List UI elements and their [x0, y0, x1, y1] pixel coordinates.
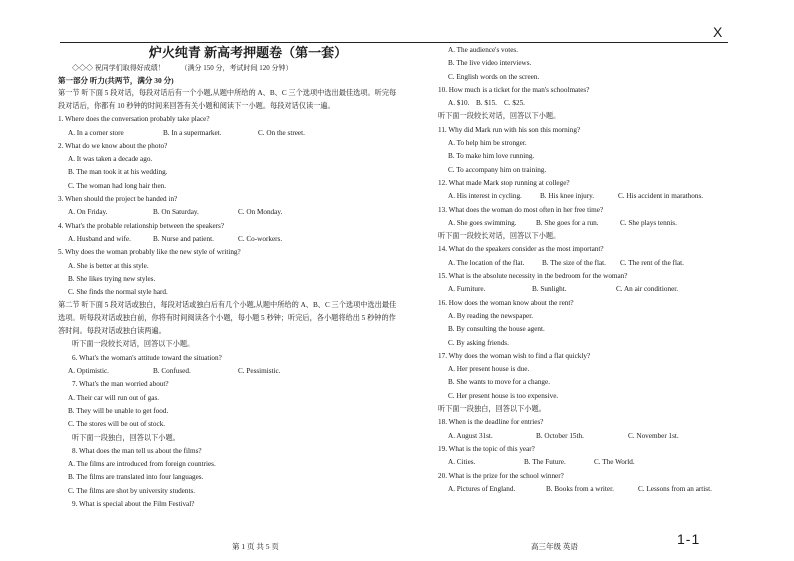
question-3	[58, 193, 398, 220]
question-17	[438, 350, 738, 403]
option-c: C. His accident in marathons.	[618, 192, 704, 201]
options-row	[438, 283, 738, 296]
question-16	[438, 297, 738, 350]
options-row	[438, 430, 738, 443]
options-row	[438, 217, 738, 230]
option-a: A. By reading the newspaper.	[448, 311, 534, 320]
option-c: C. $25.	[504, 99, 525, 108]
options-row	[438, 190, 738, 203]
question-text: 4. What's the probable relationship between the speakers?	[58, 221, 225, 230]
question-9-options	[438, 44, 738, 84]
question-text: 11. Why did Mark run with his son this morning?	[438, 125, 581, 134]
question-text: 20. What is the prize for the school winner?	[438, 471, 564, 480]
top-rule	[60, 42, 728, 43]
question-11	[438, 124, 738, 177]
option-c: C. To accompany him on training.	[448, 165, 547, 174]
listening-note: 听下面一段较长对话，回答以下小题。	[72, 340, 195, 349]
option-a: A. Pictures of England.	[448, 484, 516, 493]
option-c: C. Lessons from an artist.	[638, 484, 712, 493]
option-c: C. The World.	[594, 458, 635, 467]
option-b: B. $15.	[476, 99, 497, 108]
option-a: A. To help him be stronger.	[448, 139, 527, 148]
question-2	[58, 140, 398, 193]
option-b: B. She goes for a run.	[536, 218, 599, 227]
option-b: B. The live video interviews.	[448, 59, 532, 68]
options-row	[58, 233, 398, 246]
listening-note: 听下面一段较长对话，回答以下小题。	[438, 112, 561, 121]
option-b: B. Nurse and patient.	[153, 234, 214, 243]
exam-title: 炉火纯青 新高考押题卷（第一套）	[148, 45, 348, 60]
subtitle-wish: ◇◇◇ 祝同学们取得好成绩！	[72, 64, 165, 72]
question-4	[58, 220, 398, 247]
question-text: 2. What do we know about the photo?	[58, 141, 168, 150]
question-12	[438, 177, 738, 204]
option-a: A. Her present house is due.	[448, 365, 530, 374]
option-c: C. On Monday.	[238, 208, 283, 217]
listening-note: 听下面一段独白，回答以下小题。	[438, 405, 546, 414]
question-text: 10. How much is a ticket for the man's schoolmates?	[438, 85, 590, 94]
question-9	[58, 498, 398, 511]
option-c: C. The stores will be out of stock.	[68, 420, 166, 429]
section1-title: 第一部分 听力(共两节，满分 30 分)	[58, 76, 174, 85]
right-column	[438, 44, 738, 496]
option-a: A. She is better at this style.	[68, 261, 149, 270]
question-text: 6. What's the woman's attitude toward the situation?	[72, 353, 222, 362]
option-b: B. Confused.	[153, 367, 191, 376]
option-b: B. She likes trying new styles.	[68, 274, 156, 283]
subtitle-info: （满分 150 分，考试时间 120 分钟）	[180, 64, 293, 72]
question-text: 5. Why does the woman probably like the new style of writing?	[58, 248, 241, 257]
question-18	[438, 416, 738, 443]
option-a: A. The audience's votes.	[448, 46, 519, 54]
question-text: 12. What made Mark stop running at college?	[438, 178, 570, 187]
option-a: A. Their car will run out of gas.	[68, 393, 160, 402]
option-b: B. They will be unable to get food.	[68, 406, 169, 415]
options-row	[438, 456, 738, 469]
option-b: B. The Future.	[524, 458, 566, 467]
option-a: A. August 31st.	[448, 431, 493, 440]
question-text: 7. What's the man worried about?	[72, 380, 169, 389]
question-19	[438, 443, 738, 470]
listening-note: 听下面一段较长对话，回答以下小题。	[438, 232, 561, 241]
option-b: B. October 15th.	[536, 431, 584, 440]
left-column	[58, 44, 398, 511]
option-b: B. On Saturday.	[153, 208, 199, 217]
option-b: B. Books from a writer.	[546, 484, 614, 493]
option-b: B. She wants to move for a change.	[448, 378, 550, 387]
question-text: 19. What is the topic of this year?	[438, 444, 535, 453]
option-c: C. The films are shot by university students.	[68, 486, 196, 495]
question-14	[438, 243, 738, 270]
option-c: C. An air conditioner.	[616, 285, 679, 294]
option-c: C. By asking friends.	[448, 338, 509, 347]
option-c: C. English words on the screen.	[448, 72, 540, 81]
question-text: 16. How does the woman know about the rent?	[438, 298, 574, 307]
option-a: A. On Friday.	[68, 208, 108, 217]
option-a: A. The films are introduced from foreign countries.	[68, 460, 216, 469]
question-10	[438, 84, 738, 111]
option-c: C. Co-workers.	[238, 234, 283, 243]
option-c: C. Her present house is too expensive.	[448, 391, 559, 400]
option-c: C. On the street.	[258, 128, 305, 137]
question-text: 3. When should the project be handed in?	[58, 195, 178, 204]
question-text: 15. What is the absolute necessity in the bedroom for the woman?	[438, 272, 628, 281]
option-c: C. The woman had long hair then.	[68, 181, 167, 190]
option-a: A. Optimistic.	[68, 367, 109, 376]
question-5	[58, 246, 398, 299]
handwritten-page-mark: 1-1	[677, 531, 701, 547]
options-row	[438, 97, 738, 110]
option-b: B. His knee injury.	[540, 192, 595, 201]
option-a: A. In a corner store	[68, 128, 124, 137]
corner-mark: X	[713, 24, 723, 40]
option-a: A. The location of the flat.	[448, 258, 525, 267]
question-1	[58, 113, 398, 140]
listening-note: 听下面一段独白，回答以下小题。	[72, 433, 180, 442]
option-b: B. The size of the flat.	[542, 258, 606, 267]
question-text: 8. What does the man tell us about the films?	[72, 446, 202, 455]
option-b: B. In a supermarket.	[163, 128, 222, 137]
option-c: C. She finds the normal style hard.	[68, 288, 168, 297]
question-7	[58, 378, 398, 431]
page-footer-left: 第 1 页 共 5 页	[232, 542, 279, 551]
option-a: A. Husband and wife.	[68, 234, 131, 243]
option-b: B. The man took it at his wedding.	[68, 168, 168, 177]
question-text: 1. Where does the conversation probably take place?	[58, 115, 210, 124]
question-8	[58, 445, 398, 498]
option-c: C. She plays tennis.	[620, 218, 677, 227]
option-a: A. Furniture.	[448, 285, 486, 294]
question-text: 17. Why does the woman wish to find a flat quickly?	[438, 351, 591, 360]
option-a: A. His interest in cycling.	[448, 192, 522, 201]
option-a: A. She goes swimming.	[448, 218, 517, 227]
options-row	[438, 257, 738, 270]
page-footer-right: 高三年级 英语	[531, 542, 578, 551]
question-20	[438, 470, 738, 497]
question-text: 14. What do the speakers consider as the most important?	[438, 245, 604, 254]
question-15	[438, 270, 738, 297]
option-b: B. By consulting the house agent.	[448, 325, 545, 334]
option-b: B. To make him love running.	[448, 152, 535, 161]
question-text: 18. When is the deadline for entries?	[438, 418, 544, 427]
options-row	[58, 365, 398, 378]
option-a: A. It was taken a decade ago.	[68, 155, 153, 164]
question-6	[58, 352, 398, 379]
option-c: C. The rent of the flat.	[620, 258, 684, 267]
option-a: A. Cities.	[448, 458, 476, 467]
exam-subtitle	[72, 62, 398, 74]
options-row	[58, 127, 398, 140]
question-text: 9. What is special about the Film Festival?	[72, 500, 195, 509]
option-b: B. Sunlight.	[532, 285, 567, 294]
options-row	[438, 483, 738, 496]
question-13	[438, 204, 738, 231]
question-text: 13. What does the woman do most often in her free time?	[438, 205, 604, 214]
option-a: A. $10.	[448, 99, 470, 108]
option-c: C. Pessimistic.	[238, 367, 281, 376]
section2-instructions: 第二节 听下面 5 段对话或独白，每段对话或独白后有几个小题,从题中所给的 A、B、C 三个选项中选出最佳选项。听每段对话或独白前，你将有时间阅读各个小题，每小题 5 秒钟；听完后，各小题将给出 5 秒钟的作答时间。每段对话或独白读两遍。	[58, 301, 397, 336]
options-row	[58, 206, 398, 219]
option-c: C. November 1st.	[628, 431, 679, 440]
section1-instructions: 第一节 听下面 5 段对话，每段对话后有一个小题,从题中所给的 A、B、C 三个选项中选出最佳选项。听完每段对话后，你都有 10 秒钟的时间来回答有关小题和阅读下一小题。每段对话仅读一遍。	[58, 89, 397, 111]
option-b: B. The films are translated into four languages.	[68, 473, 204, 482]
